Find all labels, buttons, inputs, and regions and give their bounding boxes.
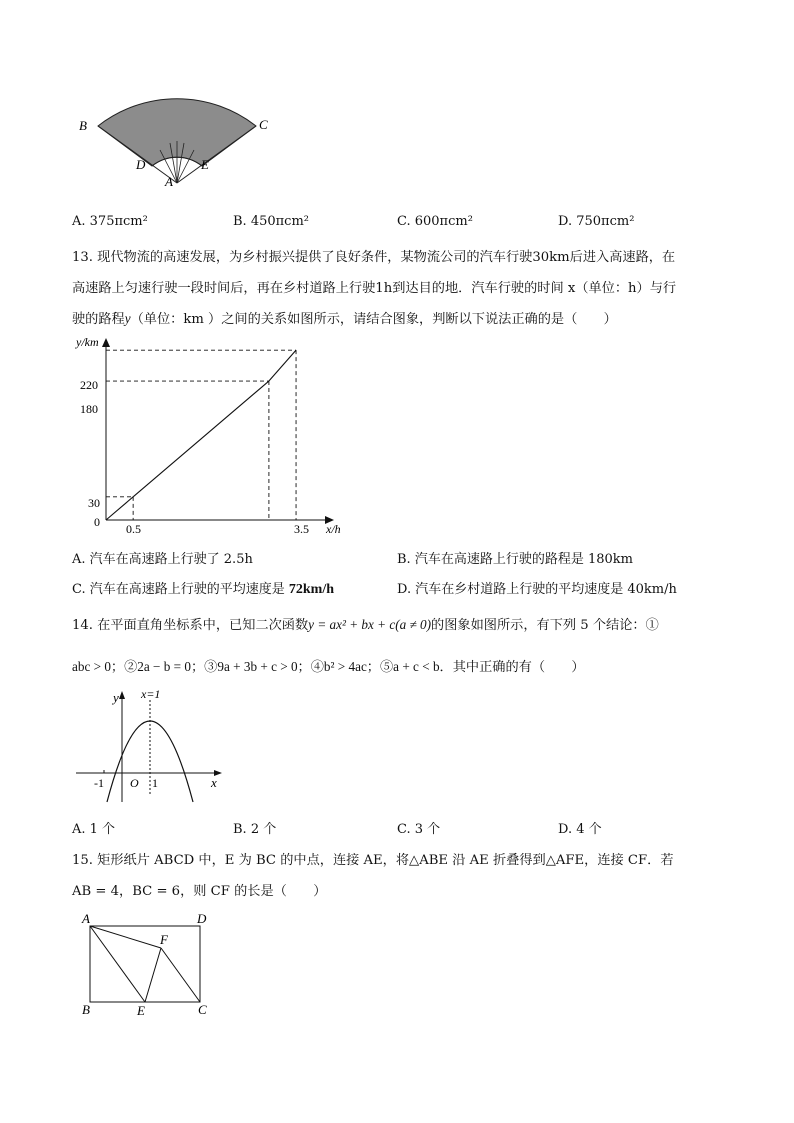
q13-text-line1: 13. 现代物流的高速发展，为乡村振兴提供了良好条件，某物流公司的汽车行驶30km后进入高速路，在 xyxy=(72,250,676,265)
x-tick-3.5: 3.5 xyxy=(294,522,309,536)
q13-distance-time-chart xyxy=(70,334,360,544)
segment-AF xyxy=(90,926,161,948)
q14-label-neg1: -1 xyxy=(94,776,104,790)
q13-text-line3 xyxy=(72,308,617,327)
q14-line1-b: 的图象如图所示，有下列 5 个结论：① xyxy=(431,618,659,633)
q12-fan-figure xyxy=(70,68,290,193)
y-tick-30: 30 xyxy=(88,496,100,510)
q14-parabola-graph xyxy=(70,686,230,806)
q13-text-line2: 高速路上匀速行驶一段时间后，再在乡村道路上行驶1h到达目的地．汽车行驶的时间 x（单位：h）与行 xyxy=(72,281,677,296)
label-C: C xyxy=(259,117,268,132)
q14-label-axis: x=1 xyxy=(141,687,161,701)
q13-option-c[interactable] xyxy=(72,578,334,598)
y-axis-arrow xyxy=(102,338,110,347)
rect-ABCD xyxy=(90,926,200,1002)
q15-label-E: E xyxy=(137,1003,145,1018)
y-tick-220: 220 xyxy=(80,378,98,392)
segment-FC xyxy=(161,948,200,1002)
q15-label-C: C xyxy=(198,1002,207,1017)
q15-text-line1: 15. 矩形纸片 ABCD 中，E 为 BC 的中点，连接 AE，将△ABE 沿 AE 折叠得到△AFE，连接 CF．若 xyxy=(72,853,674,868)
q13-option-c-text: C. 汽车在高速路上行驶的平均速度是 xyxy=(72,582,289,597)
q14-label-x: x xyxy=(211,775,217,790)
series-segment-2 xyxy=(133,381,269,497)
segment-AE xyxy=(90,926,145,1002)
q12-option-d[interactable]: D. 750πcm² xyxy=(558,214,635,229)
q13-line3-b: （单位：km ）之间的关系如图所示，请结合图象，判断以下说法正确的是（ ） xyxy=(130,312,617,327)
q14-line1-a: 14. 在平面直角坐标系中，已知二次函数 xyxy=(72,618,309,633)
series-segment-1 xyxy=(106,497,133,520)
q15-label-A: A xyxy=(82,911,90,926)
label-D: D xyxy=(136,157,146,172)
y-axis-label: y/km xyxy=(76,335,99,349)
x-axis-label: x/h xyxy=(326,522,341,536)
q12-option-c[interactable]: C. 600πcm² xyxy=(397,214,473,229)
q14-label-y: y xyxy=(113,690,119,705)
q12-option-b[interactable]: B. 450πcm² xyxy=(233,214,309,229)
label-B: B xyxy=(79,118,87,133)
q14-text-line1 xyxy=(72,614,659,633)
q14-function: y = ax² + bx + c(a ≠ 0) xyxy=(308,617,432,632)
q12-option-a[interactable]: A. 375πcm² xyxy=(72,214,148,229)
q14-y-arrow xyxy=(119,691,125,699)
q13-line3-a: 驶的路程 xyxy=(72,312,125,327)
q14-option-c[interactable]: C. 3 个 xyxy=(397,822,441,837)
label-E: E xyxy=(201,157,209,172)
q13-line3-var: y xyxy=(124,311,131,326)
q13-option-d[interactable]: D. 汽车在乡村道路上行驶的平均速度是 40km/h xyxy=(397,582,677,597)
label-A: A xyxy=(165,174,173,189)
q15-label-B: B xyxy=(82,1002,90,1017)
q14-option-a[interactable]: A. 1 个 xyxy=(72,822,116,837)
q14-label-one: 1 xyxy=(152,776,158,790)
q13-option-c-value: 72km/h xyxy=(288,582,335,597)
q15-label-F: F xyxy=(160,932,168,947)
q15-rectangle-figure xyxy=(74,908,224,1020)
q13-option-b[interactable]: B. 汽车在高速路上行驶的路程是 180km xyxy=(397,552,633,567)
series-segment-3 xyxy=(269,350,296,381)
q14-option-b[interactable]: B. 2 个 xyxy=(233,822,277,837)
q14-label-o: O xyxy=(130,776,139,790)
y-tick-180: 180 xyxy=(80,402,98,416)
x-tick-0.5: 0.5 xyxy=(126,522,141,536)
q14-option-d[interactable]: D. 4 个 xyxy=(558,822,602,837)
q15-text-line2: AB = 4，BC = 6，则 CF 的长是（ ） xyxy=(72,884,327,899)
q13-option-a[interactable]: A. 汽车在高速路上行驶了 2.5h xyxy=(72,552,253,567)
q14-text-line2: abc > 0；②2a − b = 0；③9a + 3b + c > 0；④b² > 4ac；⑤a + c < b．其中正确的有（ ） xyxy=(72,659,585,674)
y-tick-0: 0 xyxy=(94,515,100,529)
q15-label-D: D xyxy=(197,911,207,926)
segment-FE xyxy=(145,948,161,1002)
